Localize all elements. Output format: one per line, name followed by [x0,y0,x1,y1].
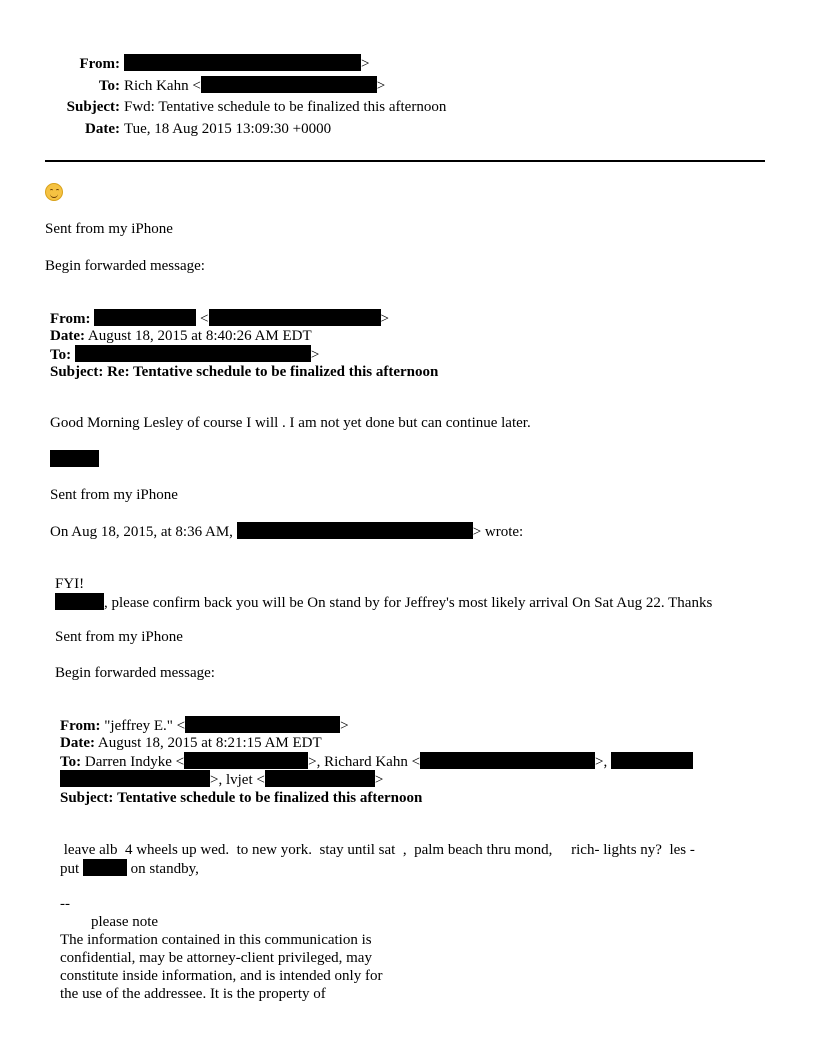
header-date-row [0,120,331,138]
fwd1-to-suffix: > [310,347,320,363]
fwd2-to-line2-end: > [374,772,384,788]
header-from-suffix: > [361,56,370,72]
fwd1-date-row [50,327,312,345]
fwd1-from-row [50,309,389,328]
fwd2-to-mid1: >, Richard Kahn < [308,754,421,770]
fwd2-to-row-2 [60,770,383,789]
fwd2-to-line2-mid: >, lvjet < [210,772,265,788]
fwd1-from-mid: < [200,311,209,327]
fwd2-from-value: "jeffrey E." < [104,718,186,734]
confirm-line [55,593,712,612]
fwd1-date-value: August 18, 2015 at 8:40:26 AM EDT [87,328,312,344]
redaction-block [83,859,127,876]
header-from-label: From: [79,56,120,72]
redacted-signature [50,450,99,469]
disclaimer-line: constitute inside information, and is intended only for [60,968,383,984]
sent-from-iphone: Sent from my iPhone [45,221,173,237]
begin-forwarded-message: Begin forwarded message: [45,258,205,274]
header-date-value: Tue, 18 Aug 2015 13:09:30 +0000 [124,121,332,137]
fwd1-subject-row [50,363,438,381]
message-line-2 [60,859,199,878]
redaction-block [611,752,693,769]
sent-from-iphone-2: Sent from my iPhone [50,487,178,503]
message-line-2-prefix: put [60,861,80,877]
fwd2-from-suffix: > [340,718,349,734]
fwd1-subject-label: Subject: [50,364,104,380]
redaction-block [124,54,361,71]
on-prefix: On Aug 18, 2015, at 8:36 AM, [50,524,233,540]
fwd1-from-suffix: > [380,311,389,327]
fwd2-from-label: From: [60,718,101,734]
message-line-1: leave alb 4 wheels up wed. to new york. stay until sat , palm beach thru mond, rich- lights ny? les - [60,842,695,858]
redaction-block [94,309,196,326]
header-to-label: To: [98,78,120,94]
header-subject-row [0,98,446,116]
redaction-block [265,770,375,787]
header-to-suffix: > [376,78,386,94]
disclaimer-line: confidential, may be attorney-client privileged, may [60,950,372,966]
redaction-block [201,76,377,93]
redaction-block [420,752,595,769]
on-wrote-line [50,522,523,541]
reply-body: Good Morning Lesley of course I will . I am not yet done but can continue later. [50,415,531,431]
header-to-row [0,76,385,95]
header-subject-value: Fwd: Tentative schedule to be finalized this afternoon [124,99,447,115]
fwd2-subject-row [60,789,422,807]
fwd2-to-label: To: [60,754,82,770]
on-suffix: > wrote: [472,524,524,540]
redaction-block [50,450,99,467]
signature-dashes: -- [60,896,70,912]
fwd1-to-row [50,345,319,364]
redaction-block [237,522,473,539]
fwd1-to-label: To: [50,347,72,363]
smiling-face-icon [45,183,63,201]
redaction-block [185,716,340,733]
please-note: please note [91,914,159,930]
sent-from-iphone-3: Sent from my iPhone [55,629,183,645]
header-to-value: Rich Kahn < [124,78,201,94]
disclaimer-line: the use of the addressee. It is the property of [60,986,326,1002]
fwd2-from-row [60,716,349,735]
fwd2-subject-value: Tentative schedule to be finalized this afternoon [117,790,423,806]
redaction-block [75,345,311,362]
fwd2-date-row [60,734,322,752]
header-date-label: Date: [85,121,120,137]
begin-forwarded-message-2: Begin forwarded message: [55,665,215,681]
header-subject-label: Subject: [66,99,120,115]
fwd2-to-row [60,752,693,771]
confirm-text: , please confirm back you will be On stand by for Jeffrey's most likely arrival On Sat Aug 22. Thanks [104,595,713,611]
fyi-text: FYI! [55,576,85,592]
fwd2-subject-label: Subject: [60,790,114,806]
redaction-block [184,752,308,769]
disclaimer-line: The information contained in this communication is [60,932,372,948]
header-divider [45,160,765,162]
fwd1-from-label: From: [50,311,91,327]
fwd2-to-value: Darren Indyke < [84,754,185,770]
fwd2-date-label: Date: [60,735,95,751]
fwd2-date-value: August 18, 2015 at 8:21:15 AM EDT [97,735,322,751]
fwd1-subject-value: Re: Tentative schedule to be finalized this afternoon [107,364,439,380]
message-line-2-suffix: on standby, [130,861,199,877]
redaction-block [60,770,210,787]
fwd2-to-mid2: >, [595,754,608,770]
redaction-block [55,593,104,610]
fwd1-date-label: Date: [50,328,85,344]
header-from-row [0,54,369,73]
redaction-block [209,309,381,326]
